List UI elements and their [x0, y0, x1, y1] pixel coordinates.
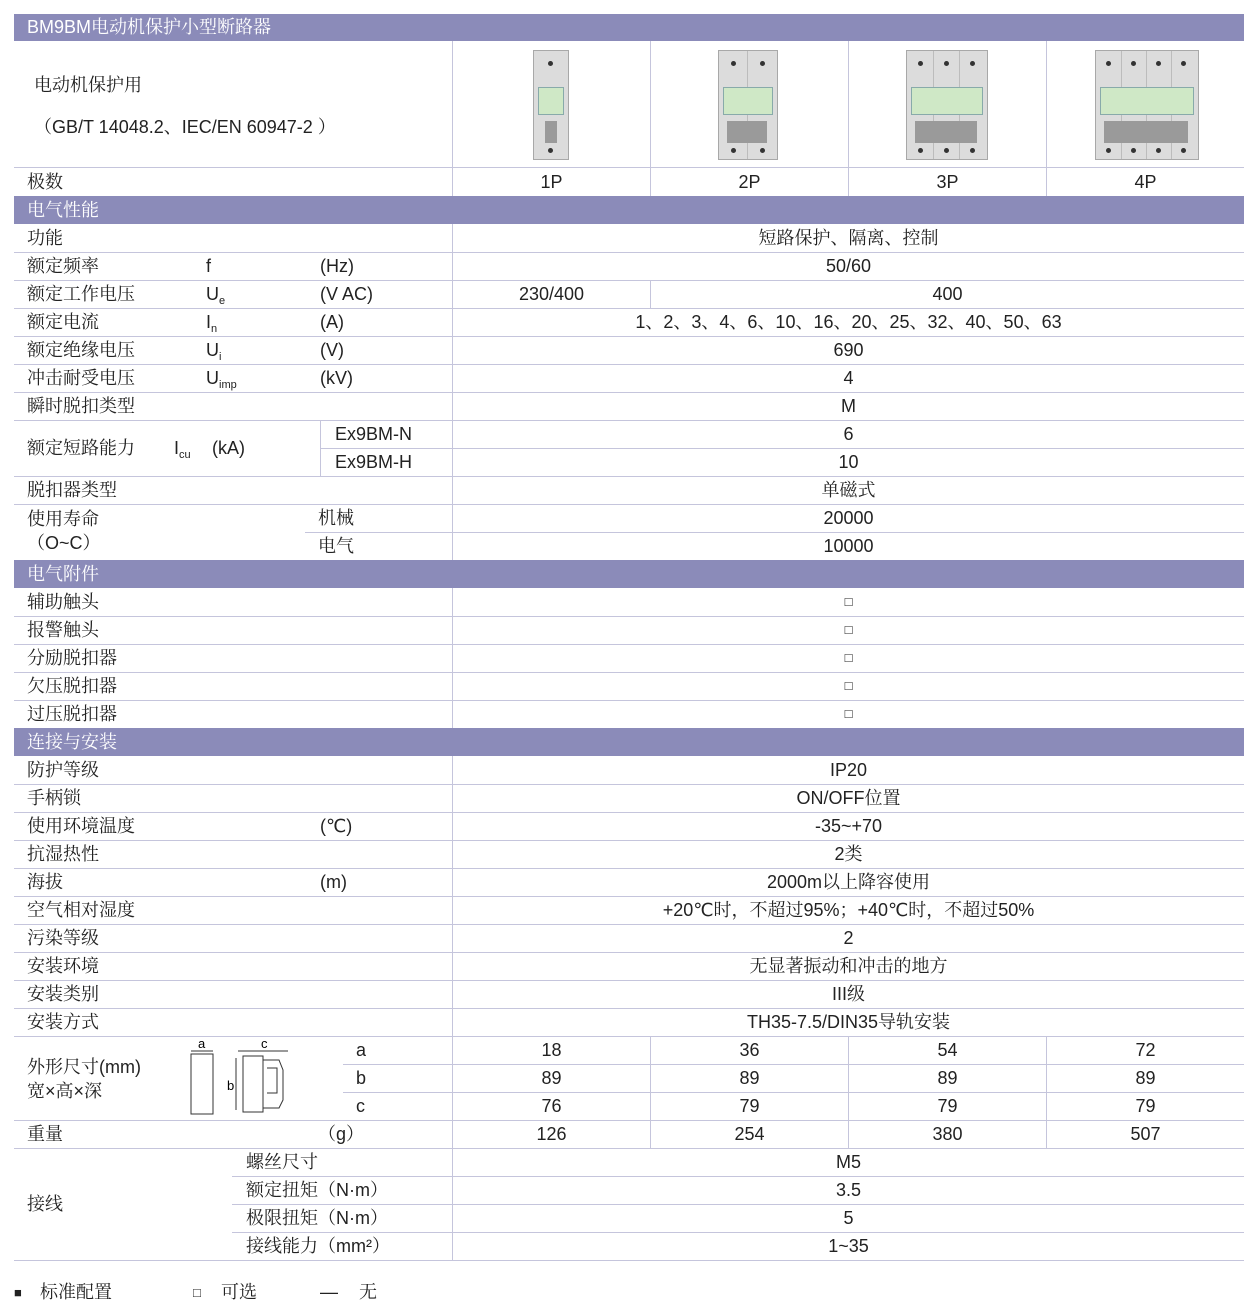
lock-value: ON/OFF位置	[796, 788, 901, 808]
voltage-symbol: $U_e$	[206, 284, 226, 307]
weight-1p: 126	[536, 1124, 567, 1144]
dim-c-1p: 76	[541, 1096, 562, 1116]
poles-label: 极数	[27, 172, 63, 192]
breaker-1p-image	[533, 50, 569, 160]
breaking-model-n: Ex9BM-N	[335, 424, 413, 444]
legend-none-icon: —	[320, 1282, 338, 1302]
accessory-undervoltage-label: 欠压脱扣器	[27, 676, 117, 696]
breaker-4p-image	[1095, 50, 1199, 160]
category-label: 安装类别	[27, 984, 99, 1004]
altitude-value: 2000m以上降容使用	[766, 872, 931, 892]
pole-2p: 2P	[738, 172, 761, 192]
voltage-unit: (V AC)	[320, 284, 374, 304]
temp-unit: (℃)	[320, 816, 353, 836]
accessory-aux-label: 辅助触头	[27, 592, 99, 612]
mounting-label: 安装方式	[27, 1012, 99, 1032]
accessory-shunt-value: □	[844, 650, 853, 665]
dimensions-label: 外形尺寸(mm)	[27, 1057, 141, 1077]
voltage-value-other: 400	[932, 284, 963, 304]
dim-b-3p: 89	[937, 1068, 958, 1088]
breaking-value-h: 10	[838, 452, 859, 472]
usage-label: 电动机保护用	[34, 75, 142, 95]
impulse-value: 4	[843, 368, 854, 388]
trip-type-value: M	[841, 396, 856, 416]
humid-heat-value: 2类	[834, 844, 863, 864]
current-label: 额定电流	[27, 312, 99, 332]
temp-value: -35~+70	[814, 816, 883, 836]
insulation-symbol: $U_i$	[206, 340, 222, 363]
humidity-value: +20℃时，不超过95%；+40℃时，不超过50%	[662, 900, 1035, 920]
dimensions-label-whd: 宽×高×深	[27, 1081, 103, 1101]
current-value: 1、2、3、4、6、10、16、20、25、32、40、50、63	[635, 312, 1062, 332]
diagram-b-label: b	[227, 1078, 235, 1093]
mounting-value: TH35-7.5/DIN35导轨安装	[746, 1012, 951, 1032]
weight-2p: 254	[734, 1124, 765, 1144]
life-elec-label: 电气	[318, 536, 354, 556]
dim-a-4p: 72	[1135, 1040, 1156, 1060]
wiring-torque-value: 3.5	[835, 1180, 862, 1200]
breaker-2p-image	[718, 50, 778, 160]
trip-type-label: 瞬时脱扣类型	[27, 396, 135, 416]
wiring-max-torque-label: 极限扭矩（N·m）	[246, 1208, 388, 1228]
voltage-value-1p: 230/400	[518, 284, 585, 304]
breaking-model-h: Ex9BM-H	[335, 452, 413, 472]
insulation-unit: (V)	[320, 340, 344, 360]
life-mech-label: 机械	[318, 508, 354, 528]
protection-label: 防护等级	[27, 760, 99, 780]
page-title: BM9BM电动机保护小型断路器	[14, 14, 1244, 41]
accessory-overvoltage-value: □	[844, 706, 853, 721]
wiring-max-torque-value: 5	[843, 1208, 854, 1228]
release-label: 脱扣器类型	[27, 480, 117, 500]
breaking-unit: (kA)	[212, 438, 245, 458]
pollution-value: 2	[843, 928, 854, 948]
env-value: 无显著振动和冲击的地方	[749, 956, 948, 976]
wiring-capacity-label: 接线能力（mm²）	[246, 1236, 390, 1256]
weight-3p: 380	[932, 1124, 963, 1144]
wiring-capacity-value: 1~35	[828, 1236, 869, 1256]
dimension-diagram	[183, 1038, 298, 1118]
current-symbol: $I_n$	[206, 312, 218, 335]
legend-standard-label: 标准配置	[40, 1282, 112, 1302]
pole-1p: 1P	[540, 172, 563, 192]
dim-b-2p: 89	[739, 1068, 760, 1088]
dim-b-key: b	[356, 1068, 367, 1088]
env-label: 安装环境	[27, 956, 99, 976]
legend-optional-icon: □	[193, 1285, 201, 1300]
diagram-a-label: a	[198, 1038, 206, 1051]
humidity-label: 空气相对湿度	[27, 900, 135, 920]
function-value: 短路保护、隔离、控制	[758, 228, 939, 248]
section-accessories: 电气附件	[14, 560, 1244, 588]
altitude-label: 海拔	[27, 872, 63, 892]
accessory-overvoltage-label: 过压脱扣器	[27, 704, 117, 724]
insulation-value: 690	[833, 340, 864, 360]
frequency-value: 50/60	[825, 256, 872, 276]
pollution-label: 污染等级	[27, 928, 99, 948]
accessory-alarm-label: 报警触头	[27, 620, 99, 640]
accessory-alarm-value: □	[844, 622, 853, 637]
current-unit: (A)	[320, 312, 344, 332]
breaking-symbol: $I_{cu}$	[174, 438, 191, 461]
dim-c-3p: 79	[937, 1096, 958, 1116]
breaking-label: 额定短路能力	[27, 438, 135, 458]
impulse-unit: (kV)	[320, 368, 353, 388]
accessory-undervoltage-value: □	[844, 678, 853, 693]
breaking-value-n: 6	[843, 424, 854, 444]
insulation-label: 额定绝缘电压	[27, 340, 135, 360]
life-mech-value: 20000	[823, 508, 874, 528]
impulse-label: 冲击耐受电压	[27, 368, 135, 388]
life-label-oc: （O~C）	[27, 533, 101, 553]
standard-label: （GB/T 14048.2、IEC/EN 60947-2 ）	[34, 117, 336, 137]
dim-c-2p: 79	[739, 1096, 760, 1116]
pole-3p: 3P	[936, 172, 959, 192]
function-label: 功能	[27, 228, 63, 248]
life-elec-value: 10000	[823, 536, 874, 556]
wiring-screw-label: 螺丝尺寸	[246, 1152, 318, 1172]
frequency-unit: (Hz)	[320, 256, 354, 276]
category-value: III级	[831, 984, 865, 1004]
protection-value: IP20	[829, 760, 868, 780]
humid-heat-label: 抗湿热性	[27, 844, 99, 864]
dim-a-2p: 36	[739, 1040, 760, 1060]
weight-unit: （g）	[318, 1124, 365, 1144]
wiring-torque-label: 额定扭矩（N·m）	[246, 1180, 388, 1200]
dim-a-3p: 54	[937, 1040, 958, 1060]
dim-c-key: c	[356, 1096, 365, 1116]
frequency-symbol: f	[206, 256, 212, 276]
lock-label: 手柄锁	[27, 788, 81, 808]
dim-b-1p: 89	[541, 1068, 562, 1088]
weight-label: 重量	[27, 1124, 63, 1144]
impulse-symbol: $U_{imp}$	[206, 368, 237, 391]
accessory-shunt-label: 分励脱扣器	[27, 648, 117, 668]
altitude-unit: (m)	[320, 872, 347, 892]
accessory-aux-value: □	[844, 594, 853, 609]
frequency-label: 额定频率	[27, 256, 99, 276]
wiring-label: 接线	[27, 1194, 63, 1214]
wiring-screw-value: M5	[835, 1152, 861, 1172]
voltage-label: 额定工作电压	[27, 284, 135, 304]
temp-label: 使用环境温度	[27, 816, 135, 836]
breaker-3p-image	[906, 50, 988, 160]
section-electrical: 电气性能	[14, 196, 1244, 224]
weight-4p: 507	[1130, 1124, 1161, 1144]
dim-a-1p: 18	[541, 1040, 562, 1060]
section-connection: 连接与安装	[14, 728, 1244, 756]
life-label: 使用寿命	[27, 509, 99, 529]
diagram-c-label: c	[261, 1038, 268, 1051]
dim-b-4p: 89	[1135, 1068, 1156, 1088]
dim-c-4p: 79	[1135, 1096, 1156, 1116]
pole-4p: 4P	[1134, 172, 1157, 192]
dim-a-key: a	[356, 1040, 367, 1060]
release-value: 单磁式	[821, 480, 876, 500]
legend-optional-label: 可选	[221, 1282, 257, 1302]
legend-none-label: 无	[359, 1282, 377, 1302]
legend-standard-icon: ■	[14, 1285, 22, 1300]
